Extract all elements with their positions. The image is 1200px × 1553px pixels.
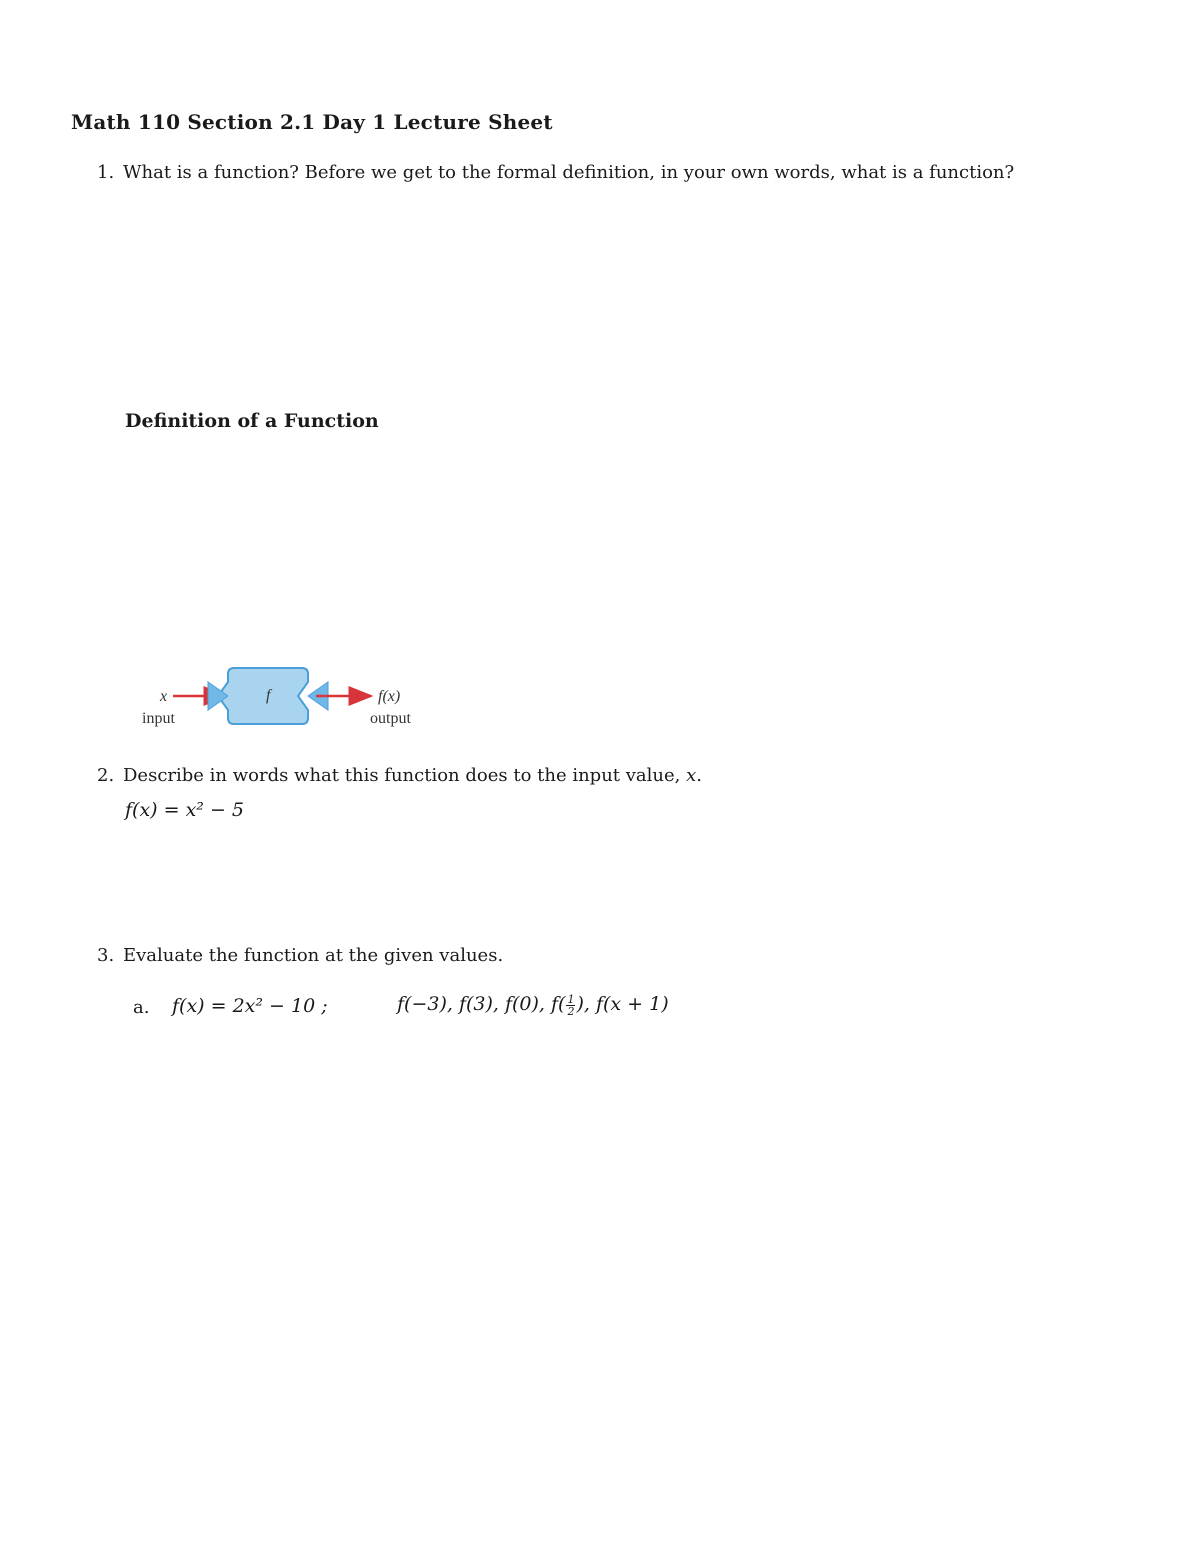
question-3a-values [397,993,669,1017]
definition-heading: Definition of a Function [125,410,379,432]
values-prefix: f(−3), f(3), f(0), f( [397,993,566,1015]
output-label: output [370,710,411,727]
question-2-number: 2. [97,765,115,786]
question-2-end: . [696,765,702,786]
input-label: input [142,710,175,727]
box-label: f [266,687,271,704]
page-title: Math 110 Section 2.1 Day 1 Lecture Sheet [71,110,553,134]
question-3 [97,945,503,966]
question-2-text: Describe in words what this function does to the input value, [123,765,687,786]
fraction-numerator: 1 [567,992,575,1006]
fraction-one-half [566,994,575,1017]
question-2-var: x [686,765,697,786]
question-1-number: 1. [97,162,115,183]
question-3-text: Evaluate the function at the given values. [123,945,504,966]
function-box [218,668,308,724]
function-machine-diagram [130,660,430,740]
question-3a-formula: f(x) = 2x² − 10 ; [172,995,328,1017]
question-2 [97,765,702,786]
input-var-label: x [160,688,168,705]
question-1-text: What is a function? Before we get to the formal definition, in your own words, what is a function? [123,162,1015,183]
fraction-denominator: 2 [567,1004,575,1018]
output-var-label: f(x) [378,688,401,705]
question-1 [97,162,1014,183]
question-3-number: 3. [97,945,115,966]
values-suffix: ), f(x + 1) [576,993,669,1015]
question-3a-label: a. [133,997,150,1018]
question-2-formula: f(x) = x² − 5 [125,799,244,821]
